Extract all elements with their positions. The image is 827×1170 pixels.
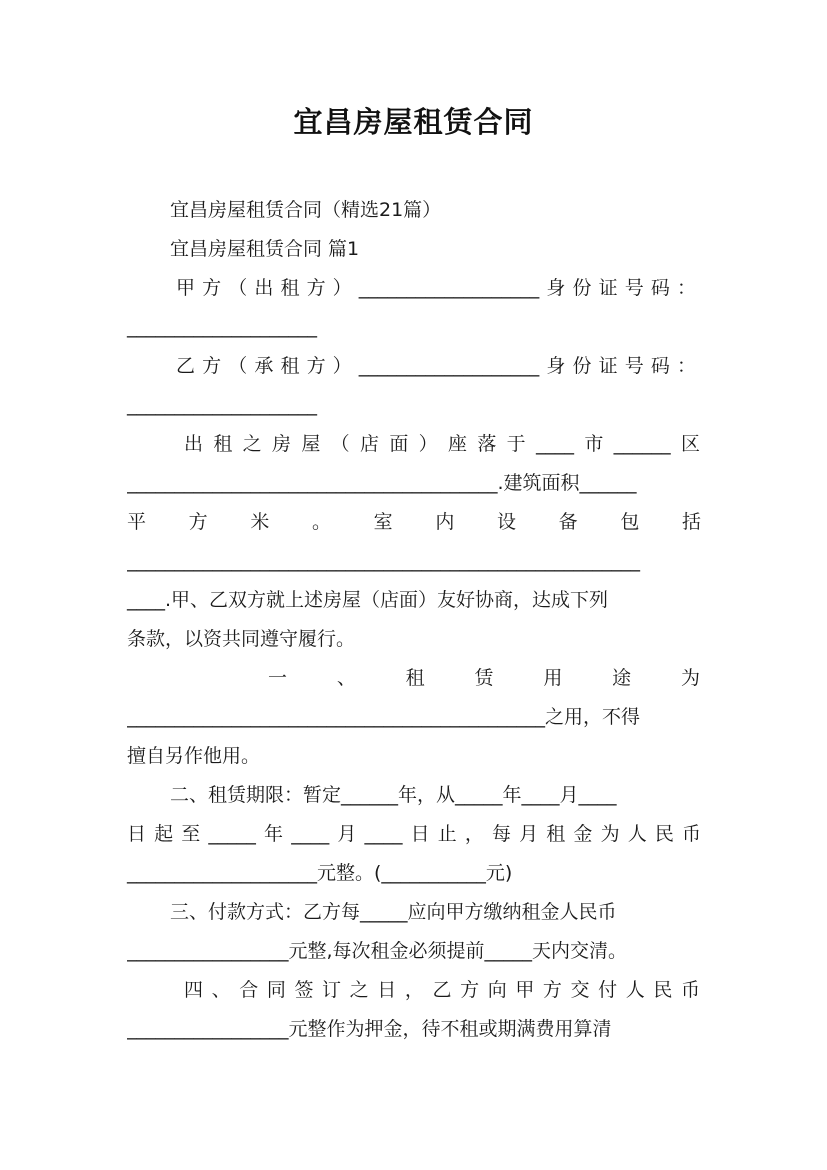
text-line: 擅自另作他用。 xyxy=(127,745,261,767)
text-line: ____.甲、乙双方就上述房屋（店面）友好协商，达成下列 xyxy=(127,589,609,611)
text-line: _________________元整,每次租金必须提前_____天内交清。 xyxy=(127,940,628,962)
text-line: _________________元整作为押金，待不租或期满费用算清 xyxy=(127,1018,612,1040)
text-line: 二、租赁期限：暂定______年，从_____年____月____ xyxy=(170,784,617,806)
text-line: 宜昌房屋租赁合同（精选21篇） xyxy=(170,199,442,221)
text-line: 乙方（承租方）___________________身份证号码： xyxy=(176,355,696,377)
text-line: _______________________________________.建筑面积______ xyxy=(127,472,637,494)
text-line: 日起至_____年____月____日止，每月租金为人民币 xyxy=(127,823,701,845)
text-line: 甲方（出租方）___________________身份证号码： xyxy=(176,277,696,299)
text-line: 一、租赁用途为 xyxy=(268,667,700,689)
text-line: 四、合同签订之日，乙方向甲方交付人民币 xyxy=(184,979,700,1001)
text-line: 条款，以资共同遵守履行。 xyxy=(127,628,356,650)
text-line: ____________________ xyxy=(127,316,317,338)
text-line: 平方米。室内设备包括 xyxy=(127,511,701,533)
text-line: ____________________ xyxy=(127,394,317,416)
text-line: ____________________________________________之用，不得 xyxy=(127,706,641,728)
text-line: ______________________________________________________ xyxy=(127,550,640,572)
text-line: 三、付款方式：乙方每_____应向甲方缴纳租金人民币 xyxy=(170,901,617,923)
text-line: 出租之房屋（店面）座落于____市______区 xyxy=(184,433,700,455)
text-line: ____________________元整。(___________元) xyxy=(127,862,513,884)
document-title: 宜昌房屋租赁合同 xyxy=(293,105,534,139)
text-line: 宜昌房屋租赁合同 篇1 xyxy=(170,238,360,260)
